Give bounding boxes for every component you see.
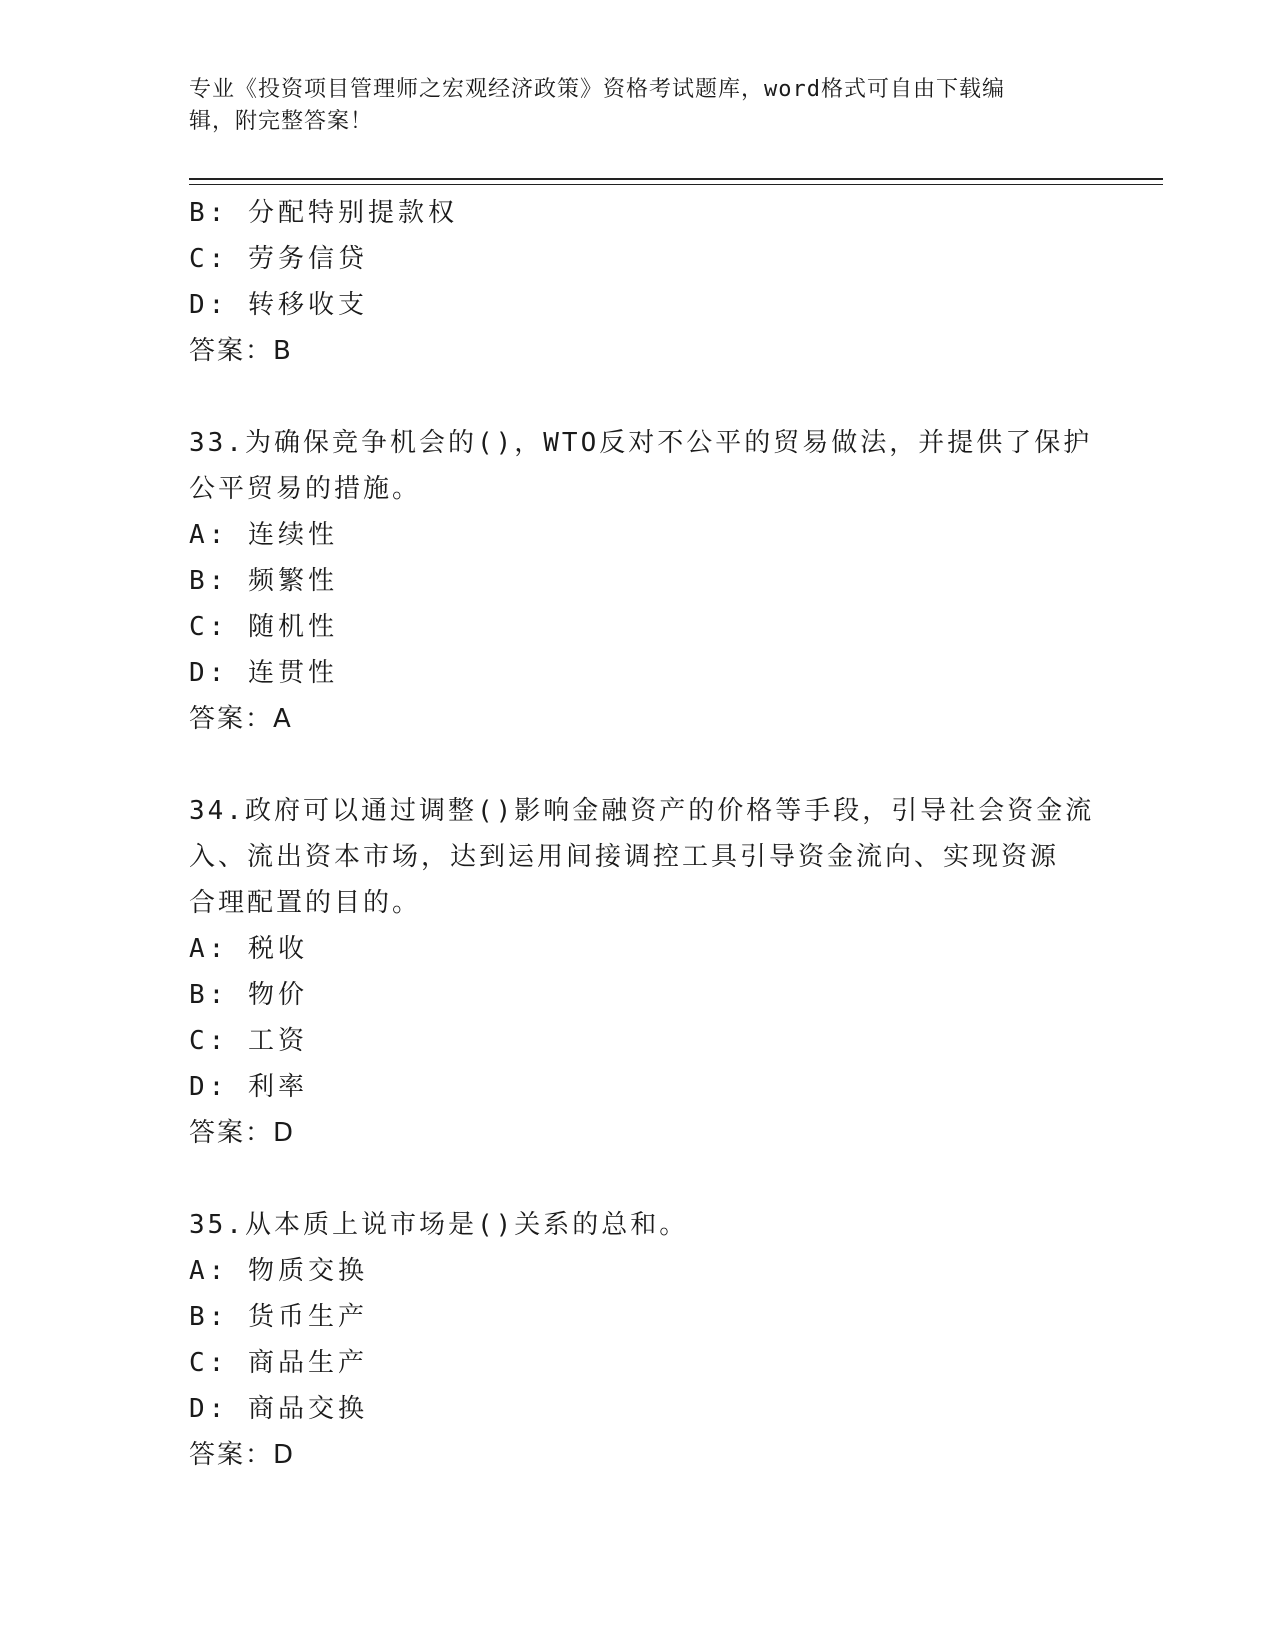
header-line-1: 专业《投资项目管理师之宏观经济政策》资格考试题库，word格式可自由下载编 — [189, 77, 1005, 102]
option-d: D: 利率 — [189, 1072, 308, 1102]
option-d: D: 连贯性 — [189, 658, 338, 688]
question-35 — [189, 1202, 1089, 1248]
question-35-options — [189, 1248, 1089, 1478]
header-rule-thin — [189, 184, 1163, 185]
question-text-line: 公平贸易的措施。 — [189, 474, 422, 504]
answer-line: 答案：B — [189, 336, 293, 366]
answer-line: 答案：D — [189, 1118, 296, 1148]
option-b: B: 分配特别提款权 — [189, 198, 458, 228]
question-33-options — [189, 512, 1089, 742]
spacer — [189, 374, 1089, 420]
question-34 — [189, 788, 1095, 926]
option-a: A: 物质交换 — [189, 1256, 368, 1286]
question-34-options — [189, 926, 1089, 1156]
header-rule-thick — [189, 178, 1163, 180]
spacer — [189, 1156, 1089, 1202]
option-c: C: 随机性 — [189, 612, 338, 642]
question-text-line: 35.从本质上说市场是()关系的总和。 — [189, 1210, 689, 1240]
option-b: B: 物价 — [189, 980, 308, 1010]
question-prev-continued — [189, 190, 1089, 374]
option-c: C: 劳务信贷 — [189, 244, 368, 274]
answer-line: 答案：A — [189, 704, 293, 734]
question-text-line: 34.政府可以通过调整()影响金融资产的价格等手段，引导社会资金流 — [189, 796, 1095, 826]
option-b: B: 货币生产 — [189, 1302, 368, 1332]
spacer — [189, 742, 1089, 788]
document-header — [189, 74, 1089, 138]
option-b: B: 频繁性 — [189, 566, 338, 596]
answer-line: 答案：D — [189, 1440, 296, 1470]
question-text-line: 入、流出资本市场，达到运用间接调控工具引导资金流向、实现资源 — [189, 842, 1060, 872]
question-33 — [189, 420, 1093, 512]
question-text-line: 33.为确保竞争机会的()，WTO反对不公平的贸易做法，并提供了保护 — [189, 428, 1093, 458]
option-d: D: 转移收支 — [189, 290, 368, 320]
header-line-2: 辑，附完整答案！ — [189, 109, 374, 134]
question-list — [189, 190, 1095, 1478]
option-c: C: 商品生产 — [189, 1348, 368, 1378]
option-a: A: 连续性 — [189, 520, 338, 550]
option-d: D: 商品交换 — [189, 1394, 368, 1424]
question-text-line: 合理配置的目的。 — [189, 888, 422, 918]
option-a: A: 税收 — [189, 934, 308, 964]
option-c: C: 工资 — [189, 1026, 308, 1056]
